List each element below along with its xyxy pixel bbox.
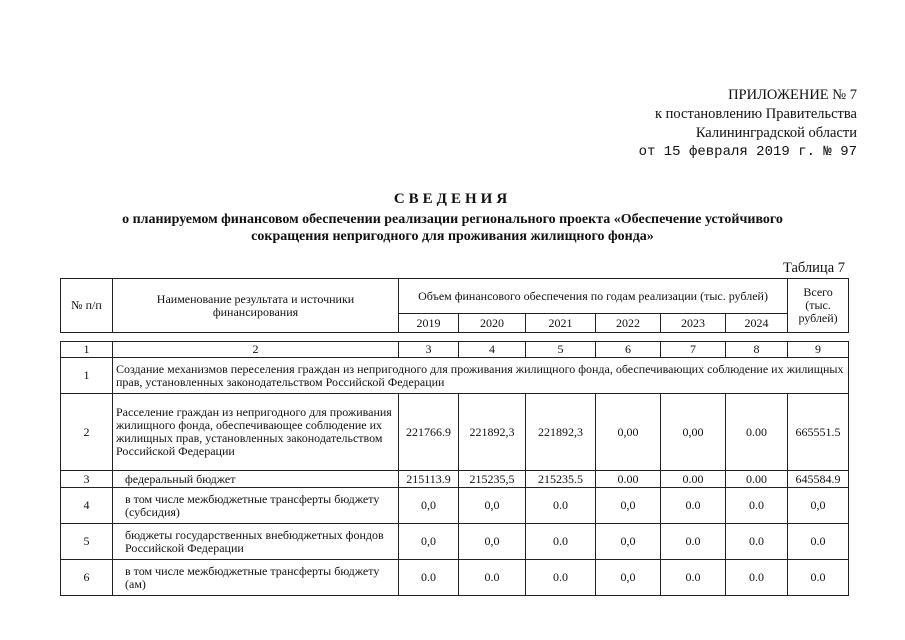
column-number: 5	[526, 342, 596, 358]
document-title	[0, 191, 905, 245]
table-row	[61, 560, 849, 596]
column-number: 8	[726, 342, 788, 358]
row-number: 1	[61, 358, 113, 394]
row-value: 0.0	[726, 560, 788, 596]
row-value: 0.0	[526, 524, 596, 560]
row-number: 4	[61, 488, 113, 524]
title-line-2: сокращения непригодного для проживания жилищного фонда»	[251, 229, 654, 244]
row-value: 0.0	[726, 524, 788, 560]
table-label: Таблица 7	[782, 260, 845, 276]
row-total: 0.0	[788, 560, 849, 596]
row-number: 3	[61, 471, 113, 488]
column-numbers-row	[61, 342, 849, 358]
row-number: 6	[61, 560, 113, 596]
column-number: 2	[113, 342, 399, 358]
table-row	[61, 394, 849, 471]
row-value: 0.00	[726, 394, 788, 471]
row-section-name: Создание механизмов переселения граждан из непригодного для проживания жилищного фонда, обеспечивающих соблюдение их жилищных прав, установленных законодательством Российской Федерации	[113, 358, 849, 394]
column-number: 1	[61, 342, 113, 358]
title-line-1: о планируемом финансовом обеспечении реализации регионального проекта «Обеспечение устойчивого	[122, 212, 783, 227]
row-value: 0,0	[596, 524, 661, 560]
row-name: бюджеты государственных внебюджетных фондов Российской Федерации	[113, 524, 399, 560]
row-value: 221892,3	[526, 394, 596, 471]
table-row	[61, 358, 849, 394]
table-body	[60, 341, 849, 596]
column-number: 6	[596, 342, 661, 358]
column-number: 7	[661, 342, 726, 358]
row-value: 0,0	[459, 524, 526, 560]
row-total: 0,0	[788, 488, 849, 524]
row-value: 0.0	[726, 488, 788, 524]
column-number: 3	[399, 342, 459, 358]
table-row	[61, 471, 849, 488]
table-row	[61, 524, 849, 560]
appendix-resolution: к постановлению Правительства	[655, 106, 857, 122]
row-value: 221892,3	[459, 394, 526, 471]
row-total: 665551.5	[788, 394, 849, 471]
row-value: 0.00	[661, 471, 726, 488]
header-year: 2022	[596, 314, 661, 333]
row-value: 215235.5	[526, 471, 596, 488]
header-year: 2020	[459, 314, 526, 333]
header-num: № п/п	[61, 279, 113, 333]
header-total: Всего (тыс. рублей)	[788, 279, 849, 333]
row-value: 215235,5	[459, 471, 526, 488]
row-value: 0.00	[726, 471, 788, 488]
table-header	[60, 278, 849, 333]
row-number: 2	[61, 394, 113, 471]
row-value: 0.0	[661, 524, 726, 560]
row-value: 0.00	[596, 471, 661, 488]
row-total: 645584.9	[788, 471, 849, 488]
row-value: 0,0	[399, 524, 459, 560]
row-value: 0.0	[399, 560, 459, 596]
row-value: 0.0	[526, 488, 596, 524]
row-value: 0.0	[459, 560, 526, 596]
row-name: в том числе межбюджетные трансферты бюджету (ам)	[113, 560, 399, 596]
appendix-number: ПРИЛОЖЕНИЕ № 7	[728, 87, 857, 103]
row-value: 0.0	[661, 560, 726, 596]
row-value: 0,0	[399, 488, 459, 524]
row-value: 215113.9	[399, 471, 459, 488]
title-heading: СВЕДЕНИЯ	[393, 191, 512, 207]
row-name: федеральный бюджет	[113, 471, 399, 488]
row-value: 0.0	[526, 560, 596, 596]
header-year: 2021	[526, 314, 596, 333]
row-value: 0,0	[459, 488, 526, 524]
header-year: 2023	[661, 314, 726, 333]
row-value: 0,00	[596, 394, 661, 471]
row-name: Расселение граждан из непригодного для проживания жилищного фонда, обеспечивающее соблюдение их жилищных прав, установленных законодательством Российской Федерации	[113, 394, 399, 471]
row-value: 0,0	[596, 488, 661, 524]
row-total: 0.0	[788, 524, 849, 560]
row-value: 221766.9	[399, 394, 459, 471]
column-number: 4	[459, 342, 526, 358]
row-value: 0.0	[661, 488, 726, 524]
column-number: 9	[788, 342, 849, 358]
appendix-block	[639, 86, 857, 162]
appendix-date: от 15 февраля 2019 г. № 97	[638, 144, 857, 160]
table-row	[61, 488, 849, 524]
row-number: 5	[61, 524, 113, 560]
row-name: в том числе межбюджетные трансферты бюджету (субсидия)	[113, 488, 399, 524]
header-name: Наименование результата и источники финансирования	[113, 279, 399, 333]
header-year: 2024	[726, 314, 788, 333]
row-value: 0,0	[596, 560, 661, 596]
row-value: 0,00	[661, 394, 726, 471]
appendix-region: Калининградской области	[695, 125, 857, 141]
header-year: 2019	[399, 314, 459, 333]
header-volume: Объем финансового обеспечения по годам реализации (тыс. рублей)	[399, 279, 788, 314]
